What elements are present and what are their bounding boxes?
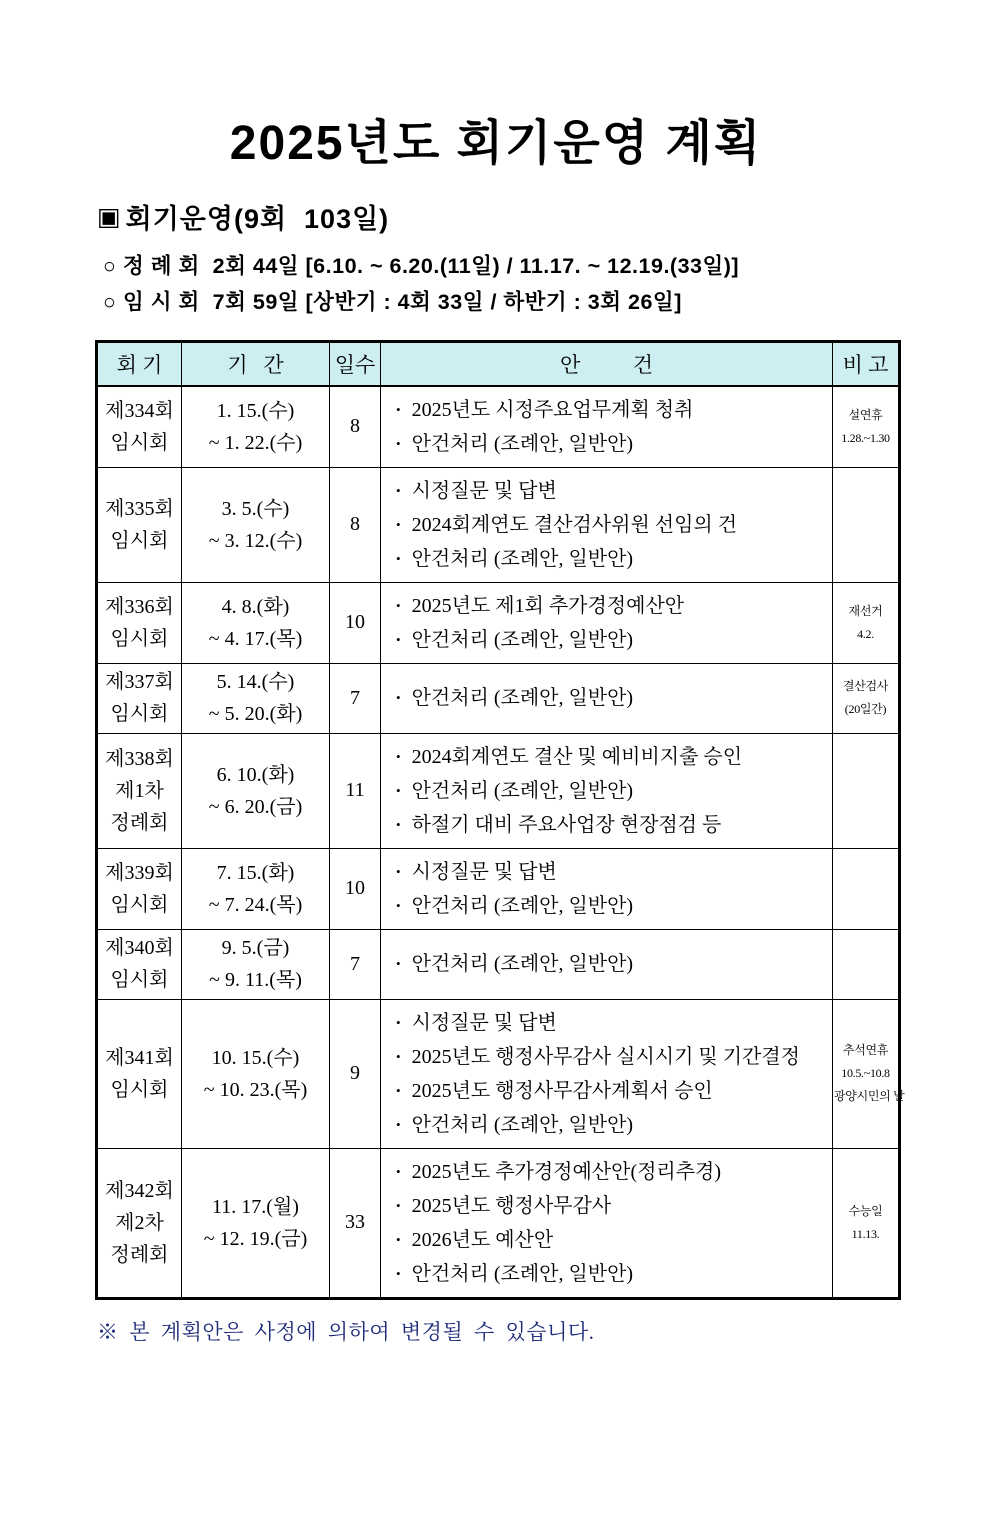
period-line: 7. 15.(화) [216, 861, 295, 884]
agenda-text: 안건처리 (조례안, 일반안) [411, 894, 634, 917]
agenda-item [396, 855, 828, 889]
days-cell: 9 [330, 999, 381, 1148]
header-agenda: 안 건 [381, 342, 833, 386]
agenda-cell [381, 467, 833, 582]
period-line: 5. 14.(수) [216, 671, 295, 694]
header-period: 기 간 [182, 342, 330, 386]
days-cell: 7 [330, 663, 381, 733]
agenda-item [396, 740, 828, 774]
header-remark: 비 고 [833, 342, 900, 386]
period-cell [182, 733, 330, 848]
agenda-item [396, 1189, 828, 1223]
agenda-cell [381, 386, 833, 468]
bullet-icon: • [396, 748, 401, 764]
header-days: 일수 [330, 342, 381, 386]
agenda-item [396, 681, 828, 715]
bullet-icon: • [396, 1265, 401, 1281]
period-line: 4. 8.(화) [221, 595, 290, 618]
period-line: ~ 10. 23.(목) [203, 1078, 308, 1101]
session-line: 제338회 [105, 747, 174, 770]
agenda-text: 안건처리 (조례안, 일반안) [411, 547, 634, 570]
section-bullet-list [103, 248, 992, 320]
period-line: ~ 7. 24.(목) [208, 893, 303, 916]
session-line: 제337회 [105, 671, 174, 694]
session-line: 정례회 [110, 1243, 169, 1266]
days-cell: 10 [330, 582, 381, 663]
period-line: ~ 6. 20.(금) [208, 795, 303, 818]
session-cell [97, 1148, 182, 1298]
bullet-icon: • [396, 956, 401, 972]
period-line: ~ 12. 19.(금) [203, 1227, 308, 1250]
period-line: ~ 1. 22.(수) [208, 431, 303, 454]
remark-line: (20일간) [844, 702, 887, 717]
session-cell [97, 999, 182, 1148]
bullet-icon: • [396, 1197, 401, 1213]
bullet-icon: • [396, 816, 401, 832]
period-line: 11. 17.(월) [212, 1195, 299, 1218]
agenda-item [396, 1074, 828, 1108]
remark-line: 광양시민의 날 [834, 1089, 905, 1104]
session-line: 제1차 [115, 779, 164, 802]
agenda-text: 하절기 대비 주요사업장 현장점검 등 [411, 813, 722, 836]
period-line: ~ 9. 11.(목) [209, 969, 302, 992]
section-heading-text: 회기운영(9회 103일) [125, 204, 390, 235]
session-cell [97, 582, 182, 663]
extraordinary-session-summary: ○ 임 시 회 7회 59일 [상반기 : 4회 33일 / 하반기 : 3회 26일] [103, 290, 682, 315]
remark-line: 11.13. [851, 1226, 880, 1241]
bullet-icon: • [396, 516, 401, 532]
footnote: ※ 본 계획안은 사정에 의하여 변경될 수 있습니다. [97, 1319, 595, 1344]
period-line: ~ 3. 12.(수) [208, 529, 303, 552]
bullet-icon: • [396, 863, 401, 879]
session-line: 제342회 [105, 1179, 174, 1202]
header-session: 회 기 [97, 342, 182, 386]
remark-cell [833, 848, 900, 929]
session-line: 임시회 [110, 431, 169, 454]
section-heading [97, 197, 992, 236]
agenda-item [396, 1006, 828, 1040]
session-line: 제339회 [105, 861, 174, 884]
session-line: 임시회 [110, 893, 169, 916]
agenda-item [396, 1257, 828, 1291]
days-cell: 33 [330, 1148, 381, 1298]
session-line: 제340회 [105, 937, 174, 960]
session-line: 제2차 [115, 1211, 164, 1234]
bullet-icon: • [396, 1082, 401, 1098]
agenda-item [396, 1155, 828, 1189]
period-cell [182, 999, 330, 1148]
remark-cell [833, 386, 900, 468]
agenda-item [396, 393, 828, 427]
agenda-text: 2025년도 제1회 추가경정예산안 [411, 594, 685, 617]
period-line: 3. 5.(수) [221, 497, 290, 520]
agenda-item [396, 623, 828, 657]
days-cell: 10 [330, 848, 381, 929]
bullet-icon: • [396, 782, 401, 798]
agenda-text: 안건처리 (조례안, 일반안) [411, 779, 634, 802]
agenda-text: 시정질문 및 답변 [411, 860, 557, 883]
bullet-icon: • [396, 690, 401, 706]
agenda-item [396, 1223, 828, 1257]
session-cell [97, 663, 182, 733]
agenda-text: 2025년도 행정사무감사 실시시기 및 기간결정 [411, 1045, 801, 1068]
remark-cell [833, 582, 900, 663]
period-cell [182, 929, 330, 999]
table-row [97, 848, 900, 929]
remark-cell [833, 999, 905, 1148]
agenda-text: 2024회계연도 결산검사위원 선임의 건 [411, 513, 738, 536]
remark-line: 추석연휴 [842, 1043, 889, 1058]
period-cell [182, 1148, 330, 1298]
agenda-text: 2025년도 시정주요업무계획 청취 [411, 398, 694, 421]
agenda-text: 2024회계연도 결산 및 예비비지출 승인 [411, 745, 743, 768]
period-line: ~ 5. 20.(화) [208, 703, 303, 726]
table-row [97, 1148, 900, 1298]
session-line: 제334회 [105, 399, 174, 422]
agenda-text: 2026년도 예산안 [411, 1228, 554, 1251]
period-line: 1. 15.(수) [216, 399, 295, 422]
agenda-text: 안건처리 (조례안, 일반안) [411, 628, 634, 651]
remark-line: 1.28.~1.30 [841, 430, 890, 445]
session-line: 임시회 [110, 529, 169, 552]
agenda-text: 안건처리 (조례안, 일반안) [411, 687, 634, 710]
session-line: 임시회 [110, 969, 169, 992]
remark-line: 설연휴 [848, 407, 883, 422]
period-cell [182, 848, 330, 929]
days-cell: 7 [330, 929, 381, 999]
agenda-cell [381, 1148, 833, 1298]
period-line: 6. 10.(화) [216, 763, 295, 786]
session-line: 제336회 [105, 595, 174, 618]
remark-cell [833, 733, 900, 848]
agenda-text: 2025년도 추가경정예산안(정리추경) [411, 1160, 722, 1183]
page-title: 2025년도 회기운영 계획 [229, 117, 763, 170]
session-line: 제341회 [105, 1046, 174, 1069]
agenda-item [396, 542, 828, 576]
agenda-cell [381, 929, 833, 999]
session-cell [97, 848, 182, 929]
table-row [97, 663, 900, 733]
remark-cell [833, 1148, 900, 1298]
period-cell [182, 663, 330, 733]
session-line: 임시회 [110, 1078, 169, 1101]
table-row [97, 929, 900, 999]
table-row [97, 467, 900, 582]
agenda-item [396, 589, 828, 623]
agenda-cell [381, 848, 833, 929]
bullet-icon: • [396, 401, 401, 417]
agenda-item [396, 474, 828, 508]
document-page [0, 116, 992, 1519]
bullet-icon: • [396, 897, 401, 913]
remark-cell [833, 663, 900, 733]
session-line: 임시회 [110, 703, 169, 726]
agenda-cell [381, 999, 833, 1148]
remark-line: 수능일 [848, 1203, 883, 1218]
session-cell [97, 386, 182, 468]
agenda-item [396, 508, 828, 542]
session-line: 임시회 [110, 627, 169, 650]
bullet-icon: • [396, 1116, 401, 1132]
session-cell [97, 929, 182, 999]
agenda-text: 2025년도 행정사무감사계획서 승인 [411, 1079, 713, 1102]
agenda-item [396, 808, 828, 842]
agenda-item [396, 947, 828, 981]
days-cell: 11 [330, 733, 381, 848]
regular-session-summary: ○ 정 례 회 2회 44일 [6.10. ~ 6.20.(11일) / 11.17. ~ 12.19.(33일)] [103, 254, 740, 279]
session-cell [97, 733, 182, 848]
agenda-item [396, 774, 828, 808]
period-cell [182, 386, 330, 468]
agenda-text: 안건처리 (조례안, 일반안) [411, 432, 634, 455]
period-line: 9. 5.(금) [221, 937, 290, 960]
square-marker-icon: ▣ [97, 202, 122, 231]
remark-line: 10.5.~10.8 [841, 1066, 890, 1081]
remark-line: 재선거 [848, 603, 883, 618]
agenda-item [396, 427, 828, 461]
bullet-icon: • [396, 631, 401, 647]
days-cell: 8 [330, 386, 381, 468]
period-cell [182, 467, 330, 582]
bullet-icon: • [396, 1163, 401, 1179]
summary-section [97, 197, 992, 320]
session-schedule-table [95, 340, 905, 1300]
period-cell [182, 582, 330, 663]
bullet-icon: • [396, 1231, 401, 1247]
session-table-body [97, 386, 905, 1299]
agenda-text: 안건처리 (조례안, 일반안) [411, 1262, 634, 1285]
agenda-text: 안건처리 (조례안, 일반안) [411, 953, 634, 976]
remark-line: 4.2. [857, 626, 874, 641]
bullet-icon: • [396, 435, 401, 451]
session-line: 제335회 [105, 497, 174, 520]
table-row [97, 999, 900, 1148]
period-line: ~ 4. 17.(목) [208, 627, 303, 650]
agenda-item [396, 889, 828, 923]
bullet-icon: • [396, 1014, 401, 1030]
agenda-text: 2025년도 행정사무감사 [411, 1194, 612, 1217]
table-row [97, 733, 900, 848]
agenda-text: 시정질문 및 답변 [411, 1011, 557, 1034]
period-line: 10. 15.(수) [211, 1046, 300, 1069]
agenda-cell [381, 733, 833, 848]
agenda-item [396, 1040, 828, 1074]
agenda-cell [381, 582, 833, 663]
bullet-icon: • [396, 597, 401, 613]
session-cell [97, 467, 182, 582]
session-line: 정례회 [110, 811, 169, 834]
table-row [97, 582, 900, 663]
table-header-row [97, 342, 900, 386]
bullet-icon: • [396, 550, 401, 566]
days-cell: 8 [330, 467, 381, 582]
agenda-text: 시정질문 및 답변 [411, 479, 557, 502]
remark-cell [833, 467, 900, 582]
remark-line: 결산검사 [842, 679, 889, 694]
table-row [97, 386, 900, 468]
agenda-text: 안건처리 (조례안, 일반안) [411, 1113, 634, 1136]
bullet-icon: • [396, 482, 401, 498]
agenda-cell [381, 663, 833, 733]
bullet-icon: • [396, 1048, 401, 1064]
remark-cell [833, 929, 900, 999]
agenda-item [396, 1108, 828, 1142]
